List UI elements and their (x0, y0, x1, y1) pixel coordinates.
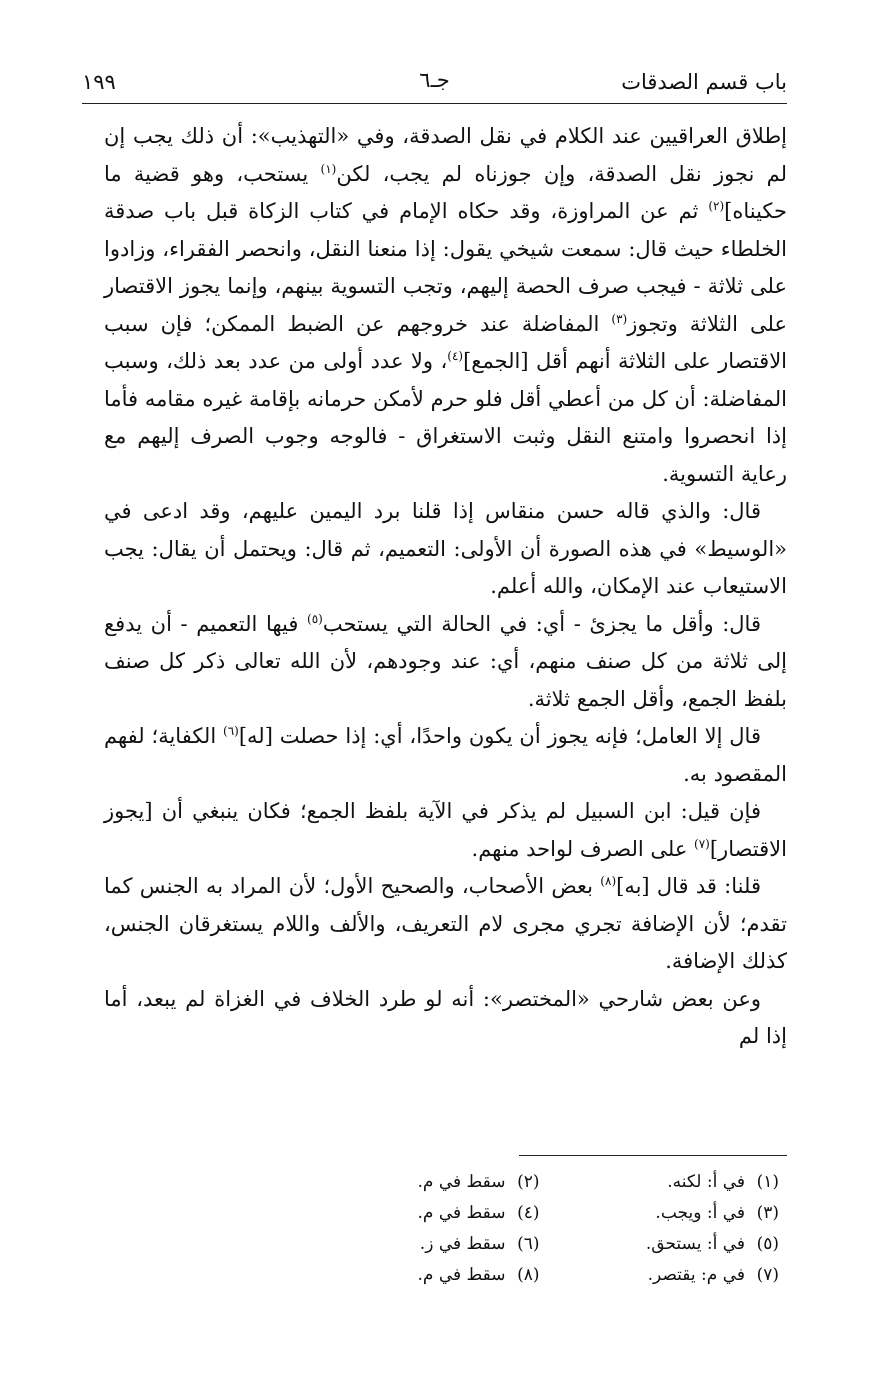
text-run: ، ولا عدد أولى من عدد بعد ذلك، وسبب المفاضلة: أن كل من أعطي أقل فلو حرم لأمكن حرمانه بإقامة غيره مقامه فأما إذا انحصروا وامتنع النقل وثبت الاستغراق - فالوجه وجوب الصرف إليهم مع رعاية التسوية. (104, 349, 787, 486)
footnote-number: (٤) (517, 1203, 540, 1223)
footnote-ref-7: (٧) (694, 836, 710, 851)
footnote-row (300, 1172, 779, 1203)
footnote-text: في أ: ويجب. (655, 1203, 745, 1223)
footnote-ref-5: (٥) (307, 611, 323, 626)
text-run: على الصرف لواحد منهم. (471, 836, 695, 861)
footnote-text: سقط في م. (417, 1172, 506, 1192)
text-run: إطلاق العراقيين عند الكلام في نقل الصدقة، وفي «التهذيب»: أن ذلك يجب إن لم نجوز نقل الصدقة، وإن جوزناه لم يجب، لكن (104, 124, 787, 186)
text-run: فيها التعميم - أن يدفع إلى ثلاثة من كل صنف منهم، أي: عند وجودهم، لأن الله تعالى ذكر كل صنف بلفظ الجمع، وأقل الجمع ثلاثة. (104, 611, 787, 711)
footnote-number: (٦) (517, 1234, 540, 1254)
chapter-title: باب قسم الصدقات (621, 70, 787, 94)
footnote-2 (300, 1172, 540, 1203)
text-run: قال إلا العامل؛ فإنه يجوز أن يكون واحدًا، أي: إذا حصلت [له] (238, 724, 761, 748)
footnote-text: سقط في م. (417, 1203, 506, 1223)
footnote-number: (٢) (517, 1172, 540, 1192)
footnote-8 (300, 1265, 540, 1296)
footnote-ref-3: (٣) (611, 311, 628, 326)
text-run: المفاضلة عند خروجهم عن الضبط الممكن؛ فإن سبب الاقتصار على الثلاثة أنهم أقل [الجمع] (104, 311, 788, 373)
text-run: يستحب، وهو قضية ما حكيناه] (104, 161, 787, 223)
footnote-text: في م: يقتصر. (647, 1265, 745, 1285)
text-run: فإن قيل: ابن السبيل لم يذكر في الآية بلفظ الجمع؛ فكان ينبغي أن [يجوز الاقتصار] (104, 799, 787, 861)
footnote-text: سقط في ز. (419, 1234, 506, 1254)
footnote-ref-6: (٦) (223, 724, 239, 738)
paragraph-4 (104, 718, 787, 793)
footnote-ref-2: (٢) (708, 199, 725, 213)
text-run: الكفاية؛ لفهم المقصود به. (104, 724, 787, 786)
footnote-6 (300, 1234, 540, 1265)
paragraph-5 (104, 793, 787, 868)
paragraph-2: قال: والذي قاله حسن منقاس إذا قلنا برد اليمين عليهم، وقد ادعى في «الوسيط» في هذه الصورة أن الأولى: التعميم، ثم قال: ويحتمل أن يقال: يجب الاستيعاب عند الإمكان، والله أعلم. (104, 499, 787, 598)
footnote-row (300, 1234, 779, 1265)
footnote-row (300, 1203, 779, 1234)
paragraph-3 (104, 606, 787, 719)
running-header (82, 60, 787, 102)
footnote-ref-4: (٤) (447, 349, 464, 363)
paragraph-6 (104, 868, 787, 981)
text-run: قال: وأقل ما يجزئ - أي: في الحالة التي يستحب (322, 611, 761, 636)
footnote-text: سقط في م. (417, 1265, 506, 1285)
footnote-row (300, 1265, 779, 1296)
footnote-text: في أ: لكنه. (667, 1172, 745, 1192)
volume-label: جـ٦ (419, 68, 450, 92)
footnote-number: (١) (756, 1172, 779, 1192)
main-text (104, 118, 787, 1056)
footnote-number: (٥) (756, 1234, 779, 1254)
text-run: قلنا: قد قال [به] (616, 874, 761, 898)
footnote-text: في أ: يستحق. (645, 1234, 745, 1254)
footnote-number: (٣) (756, 1203, 779, 1223)
footnote-1 (540, 1172, 780, 1203)
header-divider (82, 103, 787, 104)
footnotes (300, 1172, 779, 1296)
footnote-number: (٧) (756, 1265, 779, 1285)
footnote-divider (519, 1155, 787, 1156)
text-run: بعض الأصحاب، والصحيح الأول؛ لأن المراد به الجنس كما تقدم؛ لأن الإضافة تجري مجرى لام التعريف، والألف واللام يستغرقان الجنس، كذلك الإضافة. (104, 874, 787, 973)
footnote-4 (300, 1203, 540, 1234)
text-run: ثم عن المراوزة، وقد حكاه الإمام في كتاب الزكاة قبل باب صدقة الخلطاء حيث قال: سمعت شيخي يقول: إذا منعنا النقل، وانحصر الفقراء، وزادوا على ثلاثة - فيجب صرف الحصة إليهم، وتجب التسوية بينهم، وإنما يجوز الاقتصار على الثلاثة وتجوز (104, 199, 787, 336)
footnote-3 (540, 1203, 780, 1234)
paragraph-7: وعن بعض شارحي «المختصر»: أنه لو طرد الخلاف في الغزاة لم يبعد، أما إذا لم (104, 986, 787, 1048)
footnote-ref-1: (١) (320, 161, 337, 176)
footnote-number: (٨) (517, 1265, 540, 1285)
footnote-ref-8: (٨) (600, 874, 617, 888)
page-number: ١٩٩ (82, 70, 116, 94)
footnote-7 (540, 1265, 780, 1296)
footnote-5 (540, 1234, 780, 1265)
paragraph-1 (104, 118, 787, 493)
